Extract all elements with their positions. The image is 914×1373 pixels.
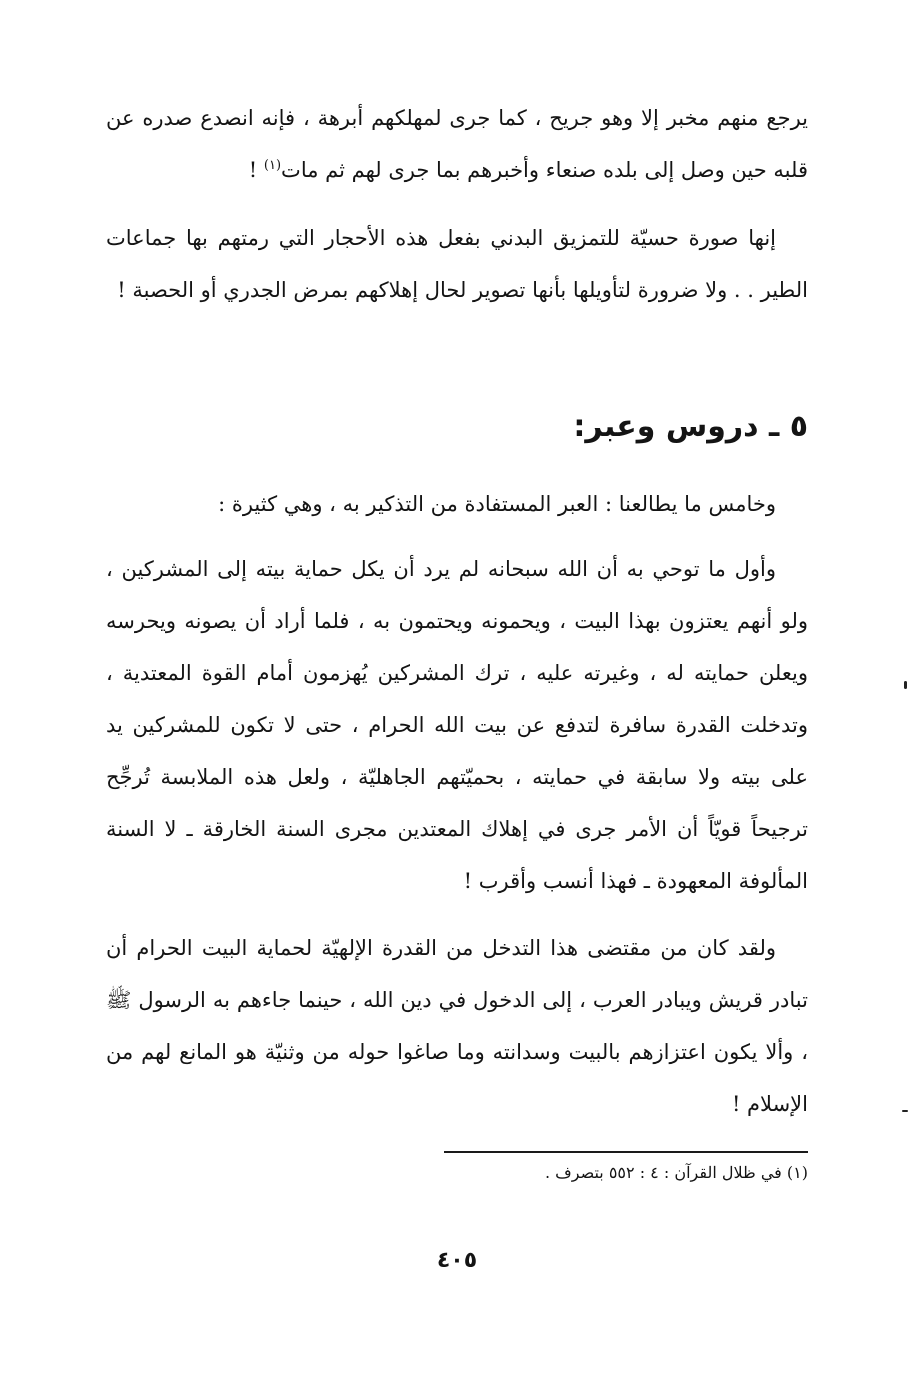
page-number: ٤٠٥ [436,1248,478,1273]
scan-speck [904,681,907,689]
footnote-divider [444,1151,808,1153]
footnote-reference[interactable]: (١) [263,158,282,173]
paragraph-2: إنها صورة حسيّة للتمزيق البدني بفعل هذه الأحجار التي رمتهم بها جماعات الطير . . ولا ضرورة لتأويلها بأنها تصوير لحال إهلاكهم بمرض الجدري أو الحصبة ! [106,226,808,302]
paragraph-3: وخامس ما يطالعنا : العبر المستفادة من التذكير به ، وهي كثيرة : [218,492,776,516]
scan-speck [902,1110,908,1112]
footnote: (١) في ظلال القرآن : ٤ : ٥٥٢ بتصرف . [545,1163,808,1182]
section-heading: ٥ ـ دروس وعبر: [573,409,808,444]
paragraph-continuation [106,92,808,196]
paragraph-text: يرجع منهم مخبر إلا وهو جريح ، كما جرى لمهلكهم أبرهة ، فإنه انصدع صدره عن قلبه حين وصل إلى بلده صنعاء وأخبرهم بما جرى لهم ثم مات [106,106,808,182]
paragraph-4: وأول ما توحي به أن الله سبحانه لم يرد أن يكل حماية بيته إلى المشركين ، ولو أنهم يعتزون بهذا البيت ، ويحمونه ويحتمون به ، فلما أراد أن يصونه ويحرسه ويعلن حمايته له ، وغيرته عليه ، ترك المشركين يُهزمون أمام القوة المعتدية ، وتدخلت القدرة سافرة لتدفع عن بيت الله الحرام ، حتى لا تكون للمشركين يد على بيته ولا سابقة في حمايته ، بحميّتهم الجاهليّة ، ولعل هذه الملابسة تُرجِّح ترجيحاً قويّاً أن الأمر جرى في إهلاك المعتدين مجرى السنة الخارقة ـ لا السنة المألوفة المعهودة ـ فهذا أنسب وأقرب ! [106,557,808,893]
paragraph-end-mark: ! [248,158,264,182]
paragraph-5: ولقد كان من مقتضى هذا التدخل من القدرة الإلهيّة لحماية البيت الحرام أن تبادر قريش ويبادر العرب ، إلى الدخول في دين الله ، حينما جاءهم به الرسول ﷺ ، وألا يكون اعتزازهم بالبيت وسدانته وما صاغوا حوله من وثنيّة هو المانع لهم من الإسلام ! [106,936,808,1116]
